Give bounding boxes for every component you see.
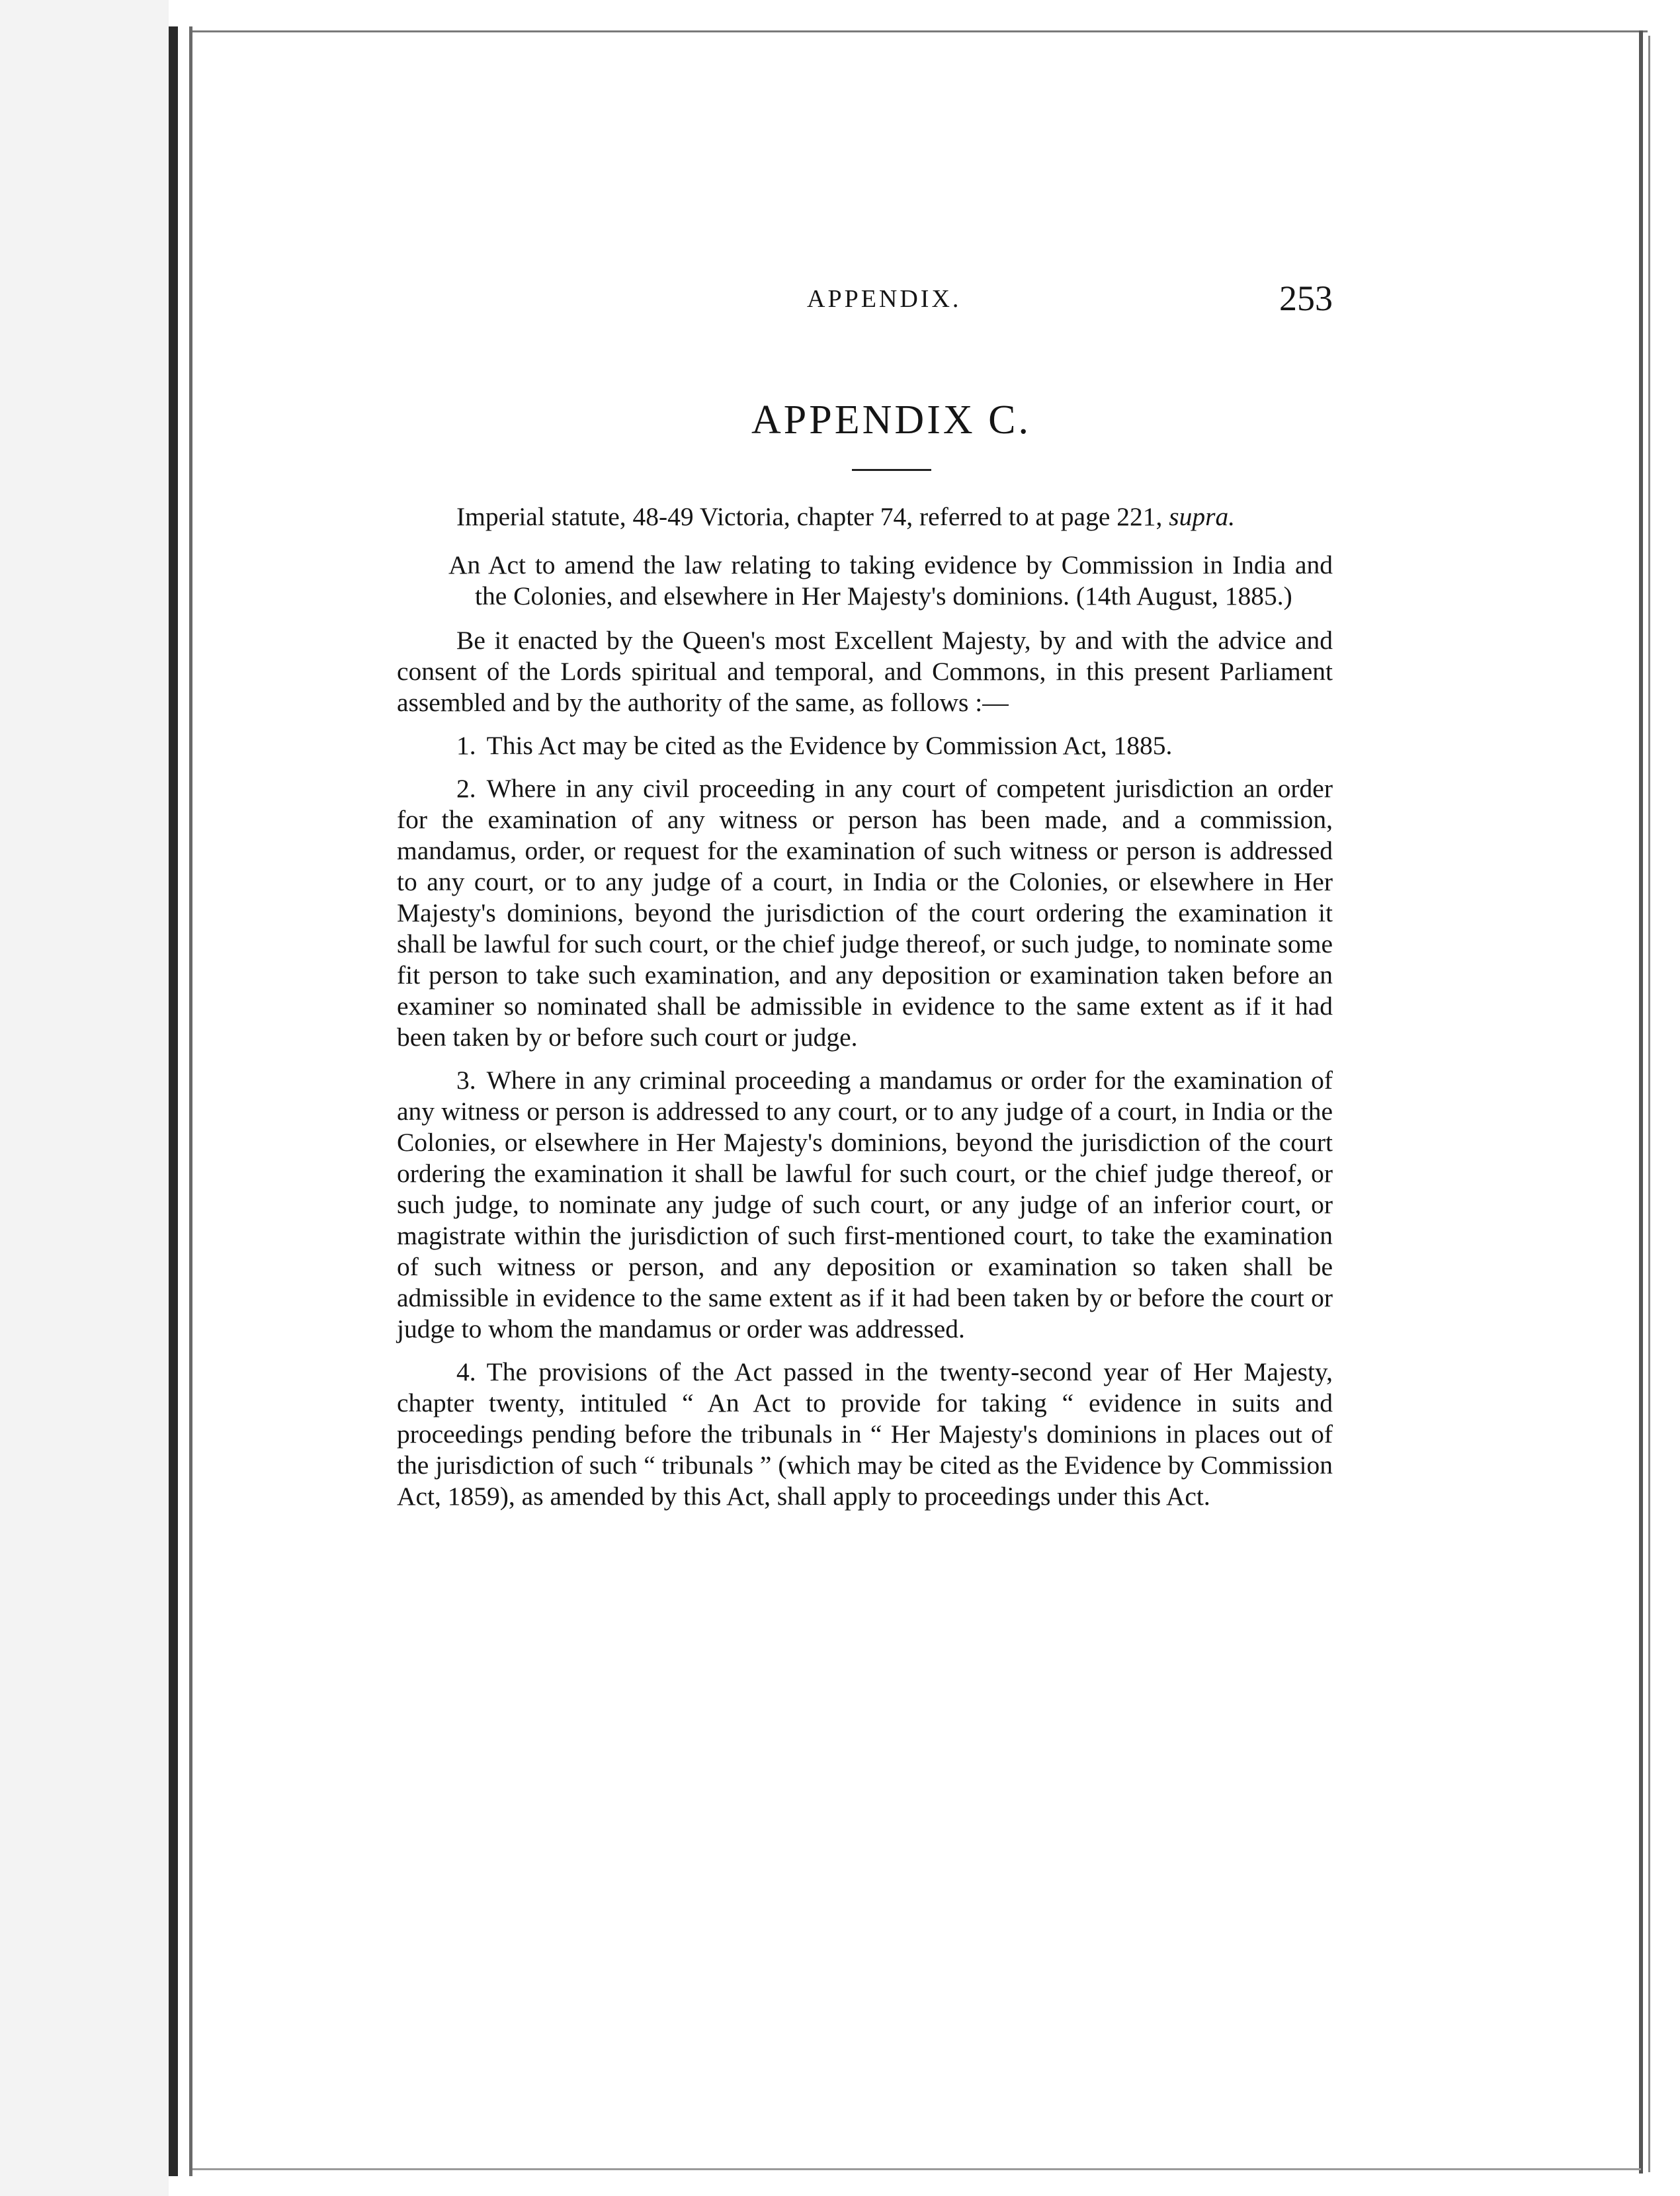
binding-gutter-inner xyxy=(189,26,192,2176)
appendix-title: APPENDIX C. xyxy=(751,398,1031,443)
section-4 xyxy=(397,1357,1333,1512)
facing-page-edge xyxy=(0,0,169,2196)
section-number: 3. xyxy=(456,1066,476,1095)
page-edge-top xyxy=(192,30,1648,32)
enacting-clause: Be it enacted by the Queen's most Excellent Majesty, by and with the advice and consent of the Lords spiritual and temporal, and Commons, in this present Parliament assembled and by the authority of the same, as follows :— xyxy=(397,626,1333,717)
section-text: Where in any civil proceeding in any court of competent jurisdiction an order for the examination of any witness or person has been made, and a commission, mandamus, order, or request for the examination of such witness or person is addressed to any court, or to any judge of a court, in India or the Colonies, or elsewhere in Her Majesty's dominions, beyond the jurisdiction of the court ordering the examination it shall be lawful for such court, or the chief judge thereof, or such judge, to nominate some fit person to take such examination, and any deposition or examination taken before an examiner so nominated shall be admissible in evidence to the same extent as if it had been taken by or before such court or judge. xyxy=(397,774,1333,1052)
intro-paragraph xyxy=(397,501,1333,532)
page-edge-bottom xyxy=(192,2168,1641,2170)
section-number: 4. xyxy=(456,1357,476,1386)
page-number: 253 xyxy=(1279,278,1333,318)
section-text: This Act may be cited as the Evidence by Commission Act, 1885. xyxy=(486,731,1173,760)
binding-gutter xyxy=(169,26,178,2176)
section-text: The provisions of the Act passed in the twenty-second year of Her Majesty, chapter twenty, intituled “ An Act to provide for taking “ evidence in suits and proceedings pending before the tribunals in “ Her Majesty's dominions in places out of the jurisdiction of such “ tribunals ” (which may be cited as the Evidence by Commission Act, 1859), as amended by this Act, shall apply to proceedings under this Act. xyxy=(397,1357,1333,1511)
section-2 xyxy=(397,773,1333,1053)
text-column xyxy=(397,278,1333,1524)
section-number: 1. xyxy=(456,731,476,760)
running-head xyxy=(397,278,1333,344)
section-3 xyxy=(397,1065,1333,1345)
page-edge-right-outer xyxy=(1648,36,1650,2172)
section-text: Where in any criminal proceeding a mandamus or order for the examination of any witness or person is addressed to any court, or to any judge of a court, in India or the Colonies, or elsewhere in Her Majesty's dominions, beyond the jurisdiction of the court ordering the examination it shall be lawful for such court, or the chief judge thereof, or such judge, to nominate any judge of such court, or any judge of an inferior court, or magistrate within the jurisdiction of such first-mentioned court, to take the examination of such witness or person, and any deposition or examination so taken shall be admissible in evidence to the same extent as if it had been taken by or before the court or judge to whom the mandamus or order was addressed. xyxy=(397,1066,1333,1343)
page-edge-right xyxy=(1639,30,1643,2174)
section-1 xyxy=(397,730,1333,761)
intro-supra: supra. xyxy=(1169,502,1236,531)
section-number: 2. xyxy=(456,774,476,803)
act-short-title: An Act to amend the law relating to taking evidence by Commission in India and the Colonies, and elsewhere in Her Majesty's dominions. (14th August, 1885.) xyxy=(448,550,1333,611)
title-rule xyxy=(852,469,931,471)
intro-text: Imperial statute, 48-49 Victoria, chapter 74, referred to at page 221, xyxy=(456,502,1169,531)
running-title: APPENDIX. xyxy=(807,285,962,313)
